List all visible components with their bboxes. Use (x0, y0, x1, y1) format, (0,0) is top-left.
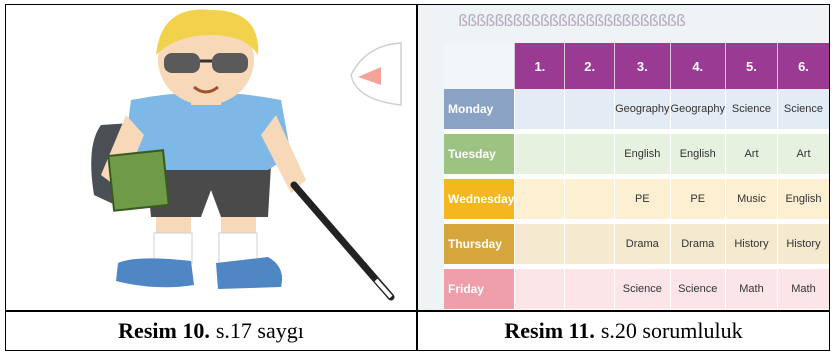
timetable-cell (564, 134, 614, 179)
caption-text: s.20 sorumluluk (600, 318, 743, 343)
timetable-cell (514, 269, 564, 310)
spiral-binding: ßßßßßßßßßßßßßßßßßßßßßßßßß (458, 11, 685, 30)
caption-label: Resim 11. (504, 318, 595, 343)
timetable-cell: Music (725, 179, 777, 224)
timetable-cell: PE (614, 179, 669, 224)
timetable (444, 43, 829, 310)
timetable-row (444, 179, 829, 224)
timetable-cell: English (777, 179, 829, 224)
period-2: 2. (564, 43, 614, 89)
figure-table (5, 4, 830, 351)
timetable-cell: Geography (670, 89, 725, 134)
day-label: Tuesday (444, 134, 514, 179)
day-label: Wednesday (444, 179, 514, 224)
timetable-cell: Science (725, 89, 777, 134)
timetable-cell: Geography (614, 89, 669, 134)
caption-text: s.17 saygı (215, 318, 304, 343)
timetable-corner (444, 43, 514, 89)
timetable-cell (514, 89, 564, 134)
timetable-cell: Drama (670, 224, 725, 269)
timetable-cell: English (670, 134, 725, 179)
day-label: Thursday (444, 224, 514, 269)
timetable-cell (564, 89, 614, 134)
day-label: Monday (444, 89, 514, 134)
blind-boy-illustration (6, 5, 416, 310)
timetable-cell (564, 224, 614, 269)
timetable-cell: Math (725, 269, 777, 310)
timetable-cell: Art (777, 134, 829, 179)
timetable-cell: English (614, 134, 669, 179)
timetable-cell: Math (777, 269, 829, 310)
timetable-cell (514, 179, 564, 224)
timetable-cell: Science (777, 89, 829, 134)
timetable-cell (564, 269, 614, 310)
timetable-row (444, 89, 829, 134)
timetable-cell (514, 134, 564, 179)
timetable-row (444, 269, 829, 310)
timetable-cell: Science (614, 269, 669, 310)
caption-label: Resim 10. (118, 318, 210, 343)
figure-image-timetable (418, 5, 829, 310)
period-3: 3. (614, 43, 669, 89)
timetable-header-row (444, 43, 829, 89)
timetable-cell: Art (725, 134, 777, 179)
timetable-row (444, 134, 829, 179)
period-4: 4. (670, 43, 725, 89)
figure-image-blind-boy (6, 5, 416, 310)
timetable-cell (564, 179, 614, 224)
period-1: 1. (514, 43, 564, 89)
figure-caption-left (6, 311, 416, 351)
timetable-cell (514, 224, 564, 269)
figure-caption-right (418, 311, 829, 351)
timetable-cell: Science (670, 269, 725, 310)
period-5: 5. (725, 43, 777, 89)
timetable-cell: PE (670, 179, 725, 224)
timetable-cell: History (725, 224, 777, 269)
timetable-cell: History (777, 224, 829, 269)
timetable-row (444, 224, 829, 269)
period-6: 6. (777, 43, 829, 89)
timetable-cell: Drama (614, 224, 669, 269)
day-label: Friday (444, 269, 514, 310)
